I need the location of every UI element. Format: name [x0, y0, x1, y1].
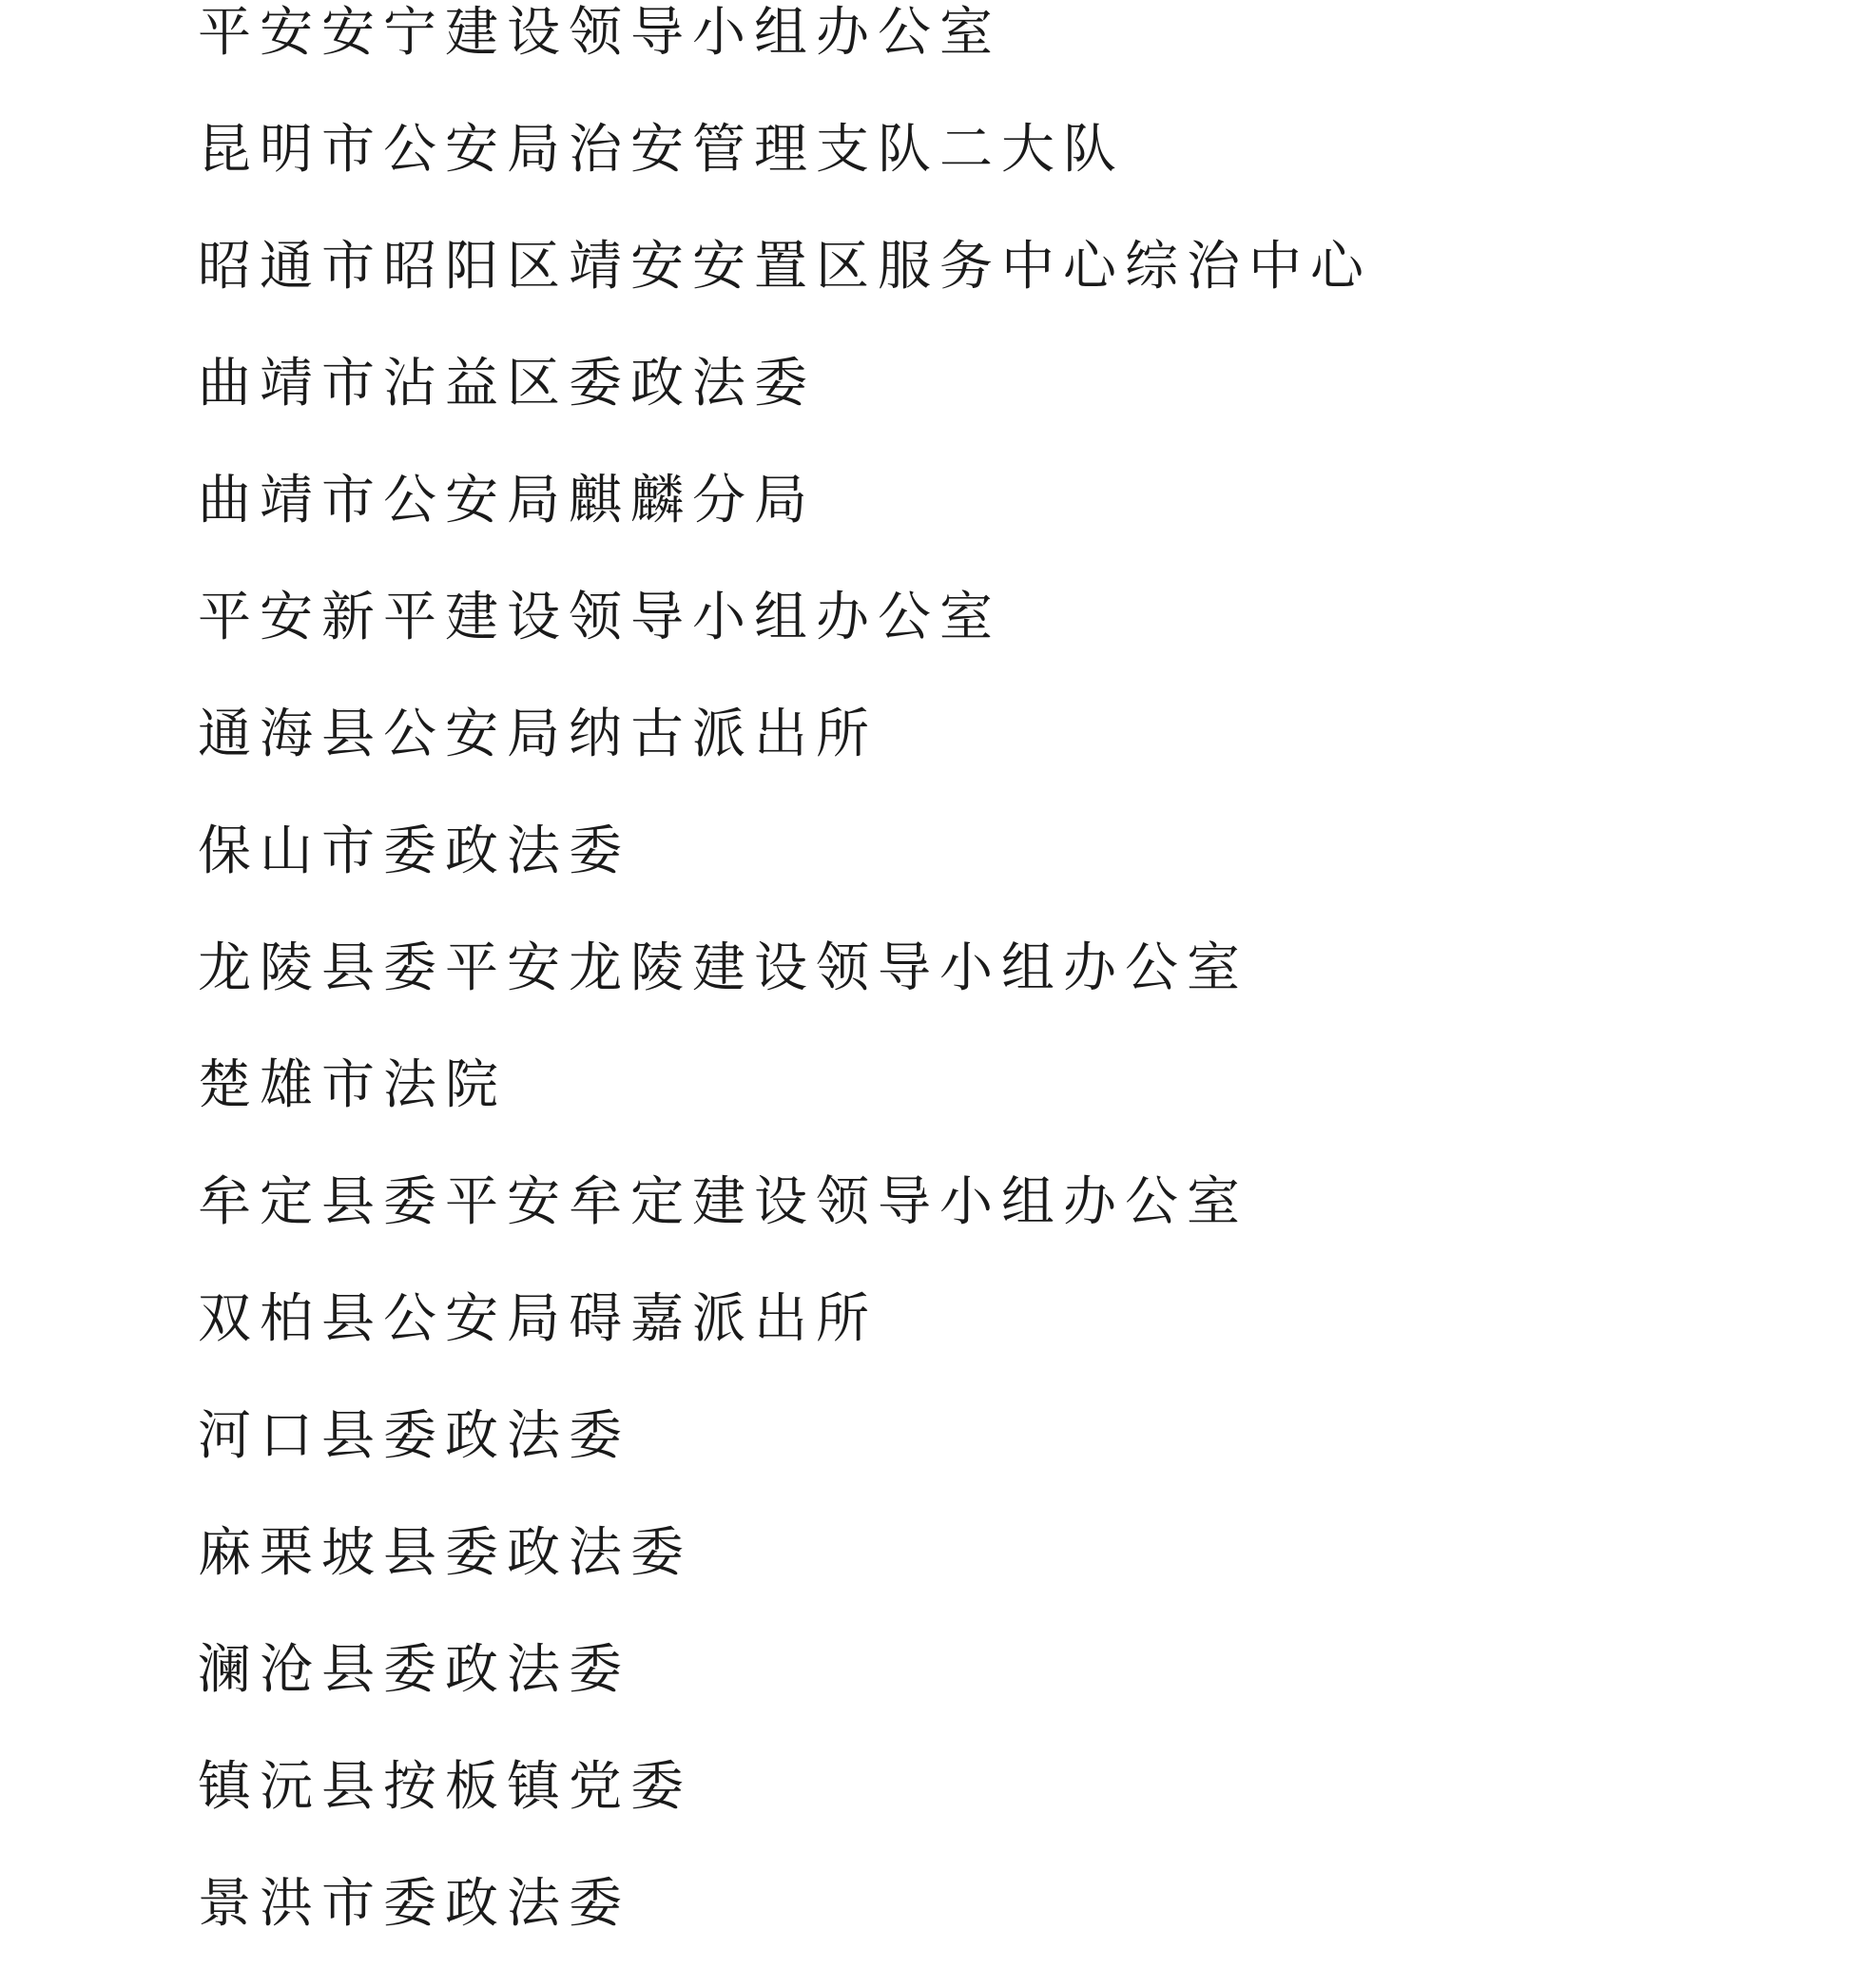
- list-item: 镇沅县按板镇党委: [198, 1756, 692, 1818]
- list-item: 双柏县公安局碍嘉派出所: [198, 1288, 878, 1350]
- list-item: 曲靖市公安局麒麟分局: [198, 470, 816, 531]
- list-item: 平安新平建设领导小组办公室: [198, 587, 1001, 648]
- list-item: 昭通市昭阳区靖安安置区服务中心综治中心: [198, 236, 1372, 298]
- list-item: 龙陵县委平安龙陵建设领导小组办公室: [198, 937, 1248, 999]
- list-item: 麻栗坡县委政法委: [198, 1522, 692, 1584]
- list-item: 昆明市公安局治安管理支队二大队: [198, 119, 1125, 181]
- list-item: 牟定县委平安牟定建设领导小组办公室: [198, 1171, 1248, 1233]
- list-item: 河口县委政法委: [198, 1405, 630, 1467]
- list-item: 景洪市委政法委: [198, 1873, 630, 1935]
- list-item: 保山市委政法委: [198, 820, 630, 882]
- list-item: 曲靖市沾益区委政法委: [198, 353, 816, 415]
- list-item: 楚雄市法院: [198, 1054, 507, 1116]
- list-item: 通海县公安局纳古派出所: [198, 704, 878, 765]
- list-item: 平安安宁建设领导小组办公室: [198, 2, 1001, 64]
- list-item: 澜沧县委政法委: [198, 1639, 630, 1701]
- organization-list: [198, 0, 1372, 1988]
